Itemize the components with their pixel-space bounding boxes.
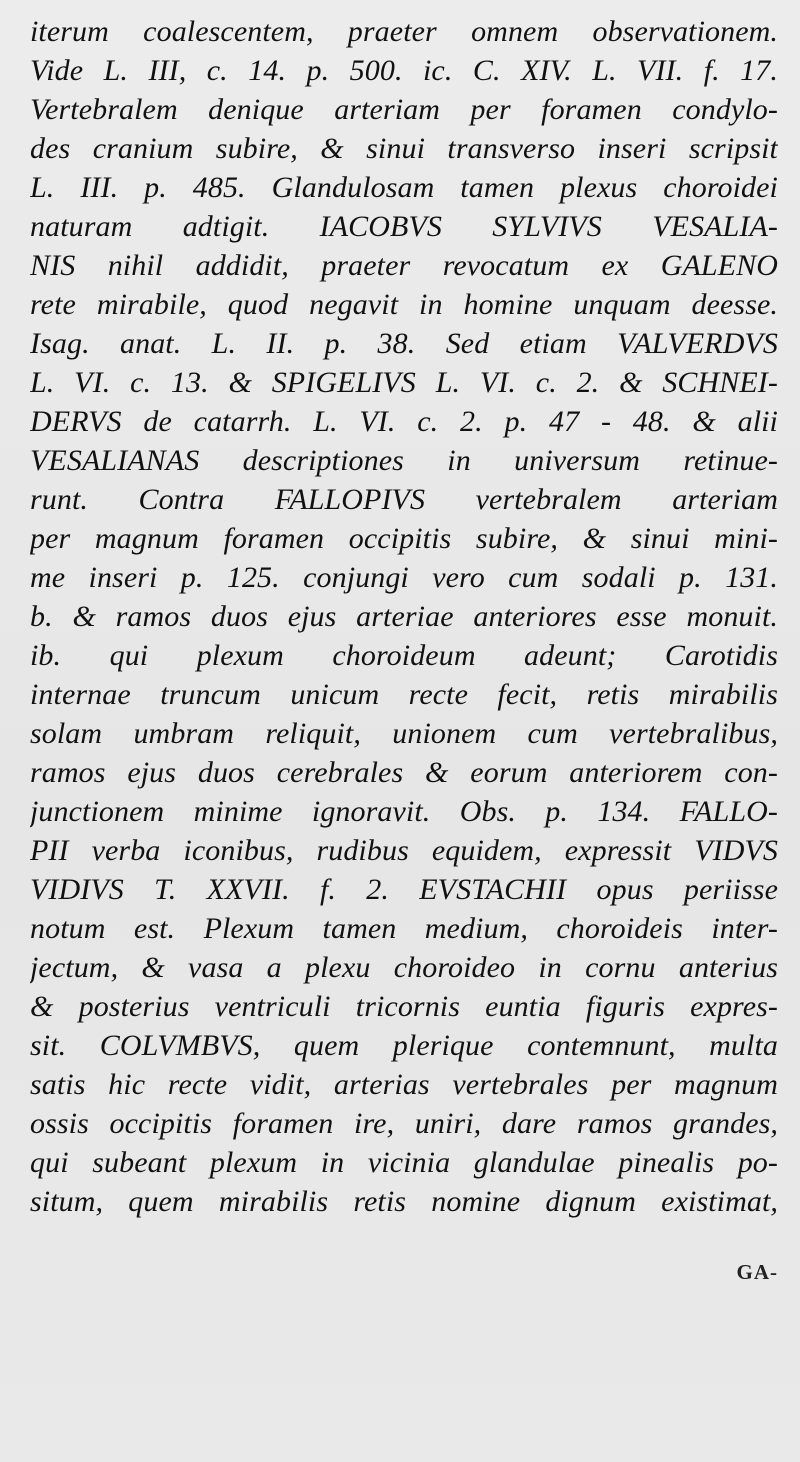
- text-line: VESALIANAS descriptiones in universum retinue-: [30, 444, 778, 477]
- text-line: notum est. Plexum tamen medium, choroideis inter-: [30, 912, 778, 945]
- text-line: jectum, & vasa a plexu choroideo in cornu anterius: [30, 951, 778, 984]
- text-line: me inseri p. 125. conjungi vero cum sodali p. 131.: [30, 561, 778, 594]
- text-line: internae truncum unicum recte fecit, retis mirabilis: [30, 678, 778, 711]
- text-line: VIDIVS T. XXVII. f. 2. EVSTACHII opus periisse: [30, 873, 778, 906]
- catchword: GA-: [736, 1260, 778, 1284]
- text-line: des cranium subire, & sinui transverso inseri scripsit: [30, 132, 778, 165]
- text-line: b. & ramos duos ejus arteriae anteriores esse monuit.: [30, 600, 778, 633]
- text-line: PII verba iconibus, rudibus equidem, expressit VIDVS: [30, 834, 778, 867]
- text-line: ib. qui plexum choroideum adeunt; Carotidis: [30, 639, 778, 672]
- text-line: situm, quem mirabilis retis nomine dignum existimat,: [30, 1185, 778, 1218]
- text-line: ramos ejus duos cerebrales & eorum anteriorem con-: [30, 756, 778, 789]
- text-line: junctionem minime ignoravit. Obs. p. 134. FALLO-: [30, 795, 778, 828]
- text-line: rete mirabile, quod negavit in homine unquam deesse.: [30, 288, 778, 321]
- text-line: Vertebralem denique arteriam per foramen condylo-: [30, 93, 778, 126]
- text-line: runt. Contra FALLOPIVS vertebralem arteriam: [30, 483, 778, 516]
- text-line: L. III. p. 485. Glandulosam tamen plexus choroidei: [30, 171, 778, 204]
- text-line: qui subeant plexum in vicinia glandulae pinealis po-: [30, 1146, 778, 1179]
- text-line: satis hic recte vidit, arterias vertebrales per magnum: [30, 1068, 778, 1101]
- text-line: DERVS de catarrh. L. VI. c. 2. p. 47 - 48. & alii: [30, 405, 778, 438]
- text-line: L. VI. c. 13. & SPIGELIVS L. VI. c. 2. & SCHNEI-: [30, 366, 778, 399]
- body-text: [30, 12, 778, 1221]
- text-line: & posterius ventriculi tricornis euntia figuris expres-: [30, 990, 778, 1023]
- text-line: per magnum foramen occipitis subire, & sinui mini-: [30, 522, 778, 555]
- text-line: ossis occipitis foramen ire, uniri, dare ramos grandes,: [30, 1107, 778, 1140]
- text-line: solam umbram reliquit, unionem cum vertebralibus,: [30, 717, 778, 750]
- text-line: sit. COLVMBVS, quem plerique contemnunt, multa: [30, 1029, 778, 1062]
- text-line: naturam adtigit. IACOBVS SYLVIVS VESALIA-: [30, 210, 778, 243]
- text-line: iterum coalescentem, praeter omnem observationem.: [30, 15, 778, 48]
- text-line: Isag. anat. L. II. p. 38. Sed etiam VALVERDVS: [30, 327, 778, 360]
- text-line: NIS nihil addidit, praeter revocatum ex GALENO: [30, 249, 778, 282]
- text-line: Vide L. III, c. 14. p. 500. ic. C. XIV. L. VII. f. 17.: [30, 54, 778, 87]
